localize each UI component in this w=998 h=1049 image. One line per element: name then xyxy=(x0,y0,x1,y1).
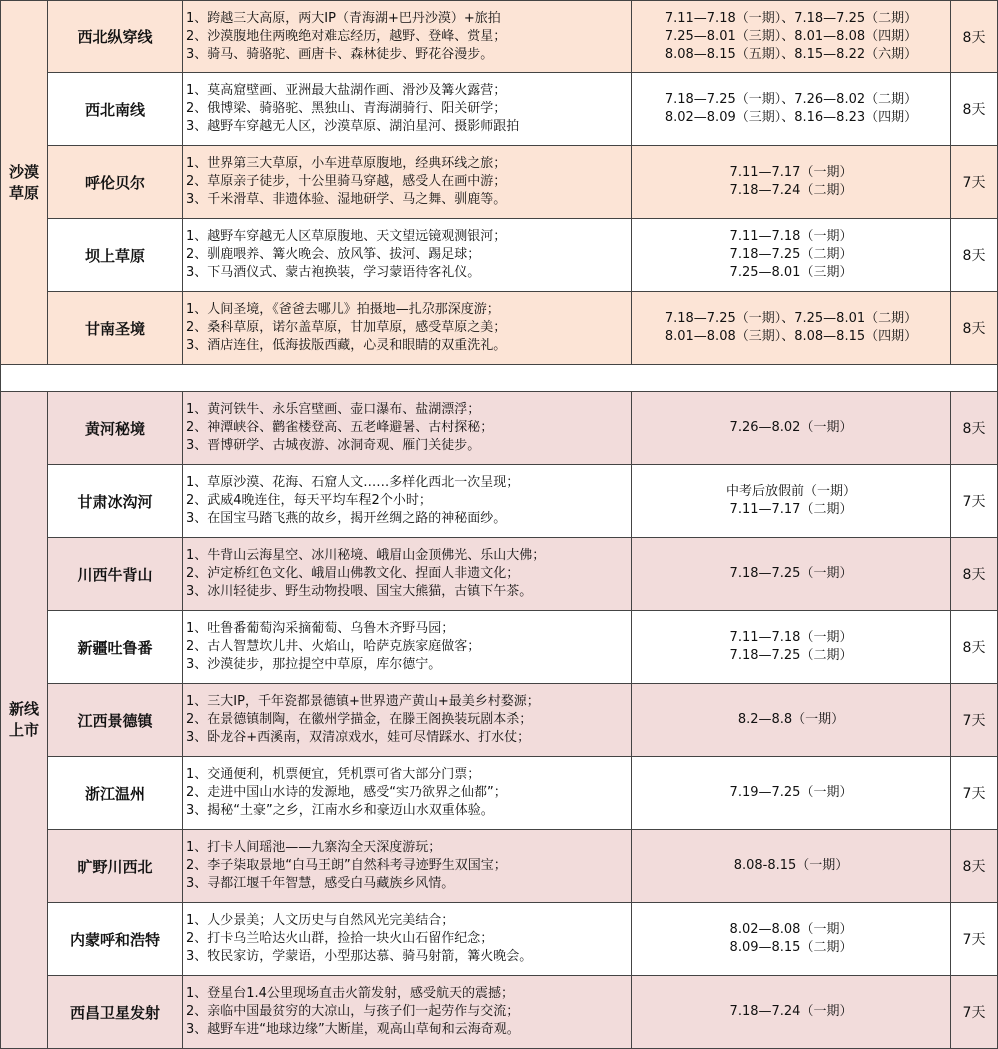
highlight-line: 3、冰川轻徒步、野生动物投喂、国宝大熊猫，古镇下午茶。 xyxy=(186,584,533,599)
route-name: 内蒙呼和浩特 xyxy=(48,903,183,976)
route-name: 西昌卫星发射 xyxy=(48,976,183,1049)
route-dates xyxy=(632,903,951,976)
highlight-line: 3、晋博研学、古城夜游、冰洞奇观、雁门关徒步。 xyxy=(186,438,481,453)
date-line: 8.01—8.08（三期）、8.08—8.15（四期） xyxy=(664,329,918,344)
highlight-line: 1、黄河铁牛、永乐宫壁画、壶口瀑布、盐湖漂浮； xyxy=(186,402,481,417)
highlight-line: 1、人少景美；人文历史与自然风光完美结合； xyxy=(186,913,455,928)
section-divider xyxy=(0,365,998,392)
date-line: 8.02—8.08（一期） xyxy=(729,922,853,937)
date-line: 8.2—8.8（一期） xyxy=(737,712,845,727)
date-line: 7.11—7.18（一期）、7.18—7.25（二期） xyxy=(664,10,918,26)
date-line: 7.11—7.17（二期） xyxy=(729,502,853,517)
highlight-line: 3、越野车穿越无人区，沙漠草原、湖泊星河、摄影师跟拍 xyxy=(186,119,520,134)
highlight-line: 1、世界第三大草原，小车进草原腹地，经典环线之旅； xyxy=(186,156,507,171)
highlight-line: 2、武威4晚连住，每天平均车程2个小时； xyxy=(186,493,432,508)
table-row xyxy=(0,830,998,903)
date-line: 7.11—7.17（一期） xyxy=(729,165,853,180)
route-dates xyxy=(632,219,951,292)
route-name: 川西牛背山 xyxy=(48,538,183,611)
table-row xyxy=(0,0,998,73)
table-row xyxy=(0,976,998,1049)
date-line: 中考后放假前（一期） xyxy=(725,484,856,499)
route-duration: 7天 xyxy=(951,903,998,976)
table-row xyxy=(0,538,998,611)
highlight-line: 2、走进中国山水诗的发源地，感受“实乃欲界之仙都”； xyxy=(186,785,507,800)
highlight-line: 2、在景德镇制陶，在徽州学描金，在滕王阁换装玩剧本杀； xyxy=(186,712,533,727)
route-dates xyxy=(632,73,951,146)
route-name: 甘肃冰沟河 xyxy=(48,465,183,538)
highlight-line: 2、打卡乌兰哈达火山群，捡拾一块火山石留作纪念； xyxy=(186,931,494,946)
highlight-line: 1、吐鲁番葡萄沟采摘葡萄、乌鲁木齐野马园； xyxy=(186,621,455,636)
highlight-line: 3、酒店连住，低海拔版西藏，心灵和眼睛的双重洗礼。 xyxy=(186,338,507,353)
date-line: 7.18—7.25（二期） xyxy=(729,648,853,663)
route-dates xyxy=(632,392,951,465)
date-line: 8.08—8.15（五期）、8.15—8.22（六期） xyxy=(664,46,918,62)
highlight-line: 2、古人智慧坎儿井、火焰山，哈萨克族家庭做客； xyxy=(186,639,481,654)
route-dates xyxy=(632,830,951,903)
route-name: 西北南线 xyxy=(48,73,183,146)
route-highlights xyxy=(183,757,632,830)
table-row xyxy=(0,292,998,365)
date-line: 8.09—8.15（二期） xyxy=(729,940,853,955)
route-dates xyxy=(632,757,951,830)
table-row xyxy=(0,392,998,465)
route-name: 坝上草原 xyxy=(48,219,183,292)
highlight-line: 2、沙漠腹地住两晚绝对难忘经历，越野、登峰、赏星； xyxy=(186,28,507,44)
highlight-line: 1、莫高窟壁画、亚洲最大盐湖作画、滑沙及篝火露营； xyxy=(186,83,507,98)
route-dates xyxy=(632,976,951,1049)
highlight-line: 3、沙漠徒步，那拉提空中草原，库尔德宁。 xyxy=(186,657,442,672)
table-row xyxy=(0,73,998,146)
highlight-line: 2、俄博梁、骑骆驼、黑独山、青海湖骑行、阳关研学； xyxy=(186,101,507,116)
route-duration: 7天 xyxy=(951,757,998,830)
table-row xyxy=(0,611,998,684)
table-row xyxy=(0,903,998,976)
route-duration: 8天 xyxy=(951,830,998,903)
route-name: 新疆吐鲁番 xyxy=(48,611,183,684)
route-name: 浙江温州 xyxy=(48,757,183,830)
category-text: 沙漠 草原 xyxy=(8,162,39,202)
date-line: 7.18—7.24（一期） xyxy=(729,1004,853,1019)
route-duration: 8天 xyxy=(951,73,998,146)
highlight-line: 1、登星台1.4公里现场直击火箭发射，感受航天的震撼； xyxy=(186,986,514,1001)
date-line: 7.19—7.25（一期） xyxy=(729,785,853,800)
table-row xyxy=(0,146,998,219)
highlight-line: 3、在国宝马踏飞燕的故乡，揭开丝绸之路的神秘面纱。 xyxy=(186,511,507,526)
route-highlights xyxy=(183,292,632,365)
date-line: 7.18—7.24（二期） xyxy=(729,183,853,198)
category-text: 新线 上市 xyxy=(8,700,39,739)
route-name: 江西景德镇 xyxy=(48,684,183,757)
date-line: 7.11—7.18（一期） xyxy=(729,630,853,645)
date-line: 7.18—7.25（一期） xyxy=(729,566,853,581)
route-dates xyxy=(632,465,951,538)
highlight-line: 1、跨越三大高原，两大IP（青海湖+巴丹沙漠）+旅拍 xyxy=(186,10,501,26)
date-line: 7.18—7.25（一期）、7.26—8.02（二期） xyxy=(664,92,918,107)
route-dates xyxy=(632,1,951,73)
highlight-line: 2、亲临中国最贫穷的大凉山，与孩子们一起劳作与交流； xyxy=(186,1004,520,1019)
highlight-line: 3、越野车进“地球边缘”大断崖，观高山草甸和云海奇观。 xyxy=(186,1022,520,1037)
highlight-line: 3、千米滑草、非遗体验、湿地研学、马之舞、驯鹿等。 xyxy=(186,192,507,207)
date-line: 7.18—7.25（二期） xyxy=(729,247,853,262)
route-dates xyxy=(632,146,951,219)
highlight-line: 2、草原亲子徒步，十公里骑马穿越，感受人在画中游； xyxy=(186,174,507,189)
highlight-line: 2、泸定桥红色文化、峨眉山佛教文化、捏面人非遗文化； xyxy=(186,566,520,581)
route-dates xyxy=(632,684,951,757)
date-line: 7.25—8.01（三期） xyxy=(729,265,853,280)
route-highlights xyxy=(183,146,632,219)
route-name: 黄河秘境 xyxy=(48,392,183,465)
route-highlights xyxy=(183,1,632,73)
route-name: 甘南圣境 xyxy=(48,292,183,365)
route-highlights xyxy=(183,73,632,146)
route-highlights xyxy=(183,392,632,465)
category-label xyxy=(0,0,48,365)
route-dates xyxy=(632,538,951,611)
highlight-line: 3、下马酒仪式、蒙古袍换装，学习蒙语待客礼仪。 xyxy=(186,265,481,280)
table-row xyxy=(0,219,998,292)
highlight-line: 1、交通便利，机票便宜，凭机票可省大部分门票； xyxy=(186,767,481,782)
date-line: 7.18—7.25（一期）、7.25—8.01（二期） xyxy=(664,311,918,326)
highlight-line: 1、牛背山云海星空、冰川秘境、峨眉山金顶佛光、乐山大佛； xyxy=(186,548,546,563)
highlight-line: 1、人间圣境，《爸爸去哪儿》拍摄地—扎尕那深度游； xyxy=(186,302,500,317)
route-dates xyxy=(632,292,951,365)
route-highlights xyxy=(183,611,632,684)
highlight-line: 1、越野车穿越无人区草原腹地、天文望远镜观测银河； xyxy=(186,229,507,244)
highlight-line: 2、桑科草原，诺尔盖草原，甘加草原，感受草原之美； xyxy=(186,320,507,335)
date-line: 8.02—8.09（三期）、8.16—8.23（四期） xyxy=(664,110,918,125)
route-duration: 7天 xyxy=(951,146,998,219)
highlight-line: 2、神潭峡谷、鹳雀楼登高、五老峰避暑、古村探秘； xyxy=(186,420,494,435)
route-highlights xyxy=(183,219,632,292)
highlight-line: 3、卧龙谷+西溪南，双清凉戏水，娃可尽情踩水、打水仗； xyxy=(186,730,531,745)
highlight-line: 3、牧民家访，学蒙语，小型那达慕、骑马射箭，篝火晚会。 xyxy=(186,949,533,964)
route-duration: 8天 xyxy=(951,392,998,465)
route-duration: 7天 xyxy=(951,684,998,757)
route-dates xyxy=(632,611,951,684)
table-row xyxy=(0,757,998,830)
date-line: 7.26—8.02（一期） xyxy=(729,420,853,435)
category-label xyxy=(0,392,48,1049)
highlight-line: 2、驯鹿喂养、篝火晚会、放风筝、拔河、踢足球； xyxy=(186,247,481,262)
highlight-line: 3、骑马、骑骆驼、画唐卡、森林徒步、野花谷漫步。 xyxy=(186,46,494,62)
route-highlights xyxy=(183,830,632,903)
route-duration: 8天 xyxy=(951,292,998,365)
highlight-line: 2、李子柒取景地“白马王朗”自然科考寻迹野生双国宝； xyxy=(186,858,507,873)
route-duration: 7天 xyxy=(951,976,998,1049)
date-line: 7.11—7.18（一期） xyxy=(729,229,853,244)
table-row xyxy=(0,465,998,538)
route-name: 呼伦贝尔 xyxy=(48,146,183,219)
highlight-line: 1、草原沙漠、花海、石窟人文……多样化西北一次呈现； xyxy=(186,475,520,490)
route-duration: 7天 xyxy=(951,465,998,538)
route-name: 西北纵穿线 xyxy=(48,1,183,73)
date-line: 8.08-8.15（一期） xyxy=(733,858,849,873)
highlight-line: 3、揭秘“土豪”之乡，江南水乡和豪迈山水双重体验。 xyxy=(186,803,494,818)
route-highlights xyxy=(183,903,632,976)
table-row xyxy=(0,684,998,757)
route-highlights xyxy=(183,538,632,611)
route-name: 旷野川西北 xyxy=(48,830,183,903)
route-highlights xyxy=(183,465,632,538)
route-duration: 8天 xyxy=(951,1,998,73)
highlight-line: 3、寻都江堰千年智慧，感受白马藏族乡风情。 xyxy=(186,876,455,891)
route-duration: 8天 xyxy=(951,219,998,292)
route-duration: 8天 xyxy=(951,611,998,684)
date-line: 7.25—8.01（三期）、8.01—8.08（四期） xyxy=(664,28,918,44)
route-highlights xyxy=(183,976,632,1049)
highlight-line: 1、三大IP，千年瓷都景德镇+世界遗产黄山+最美乡村婺源； xyxy=(186,694,540,709)
route-highlights xyxy=(183,684,632,757)
route-duration: 8天 xyxy=(951,538,998,611)
highlight-line: 1、打卡人间瑶池——九寨沟全天深度游玩； xyxy=(186,840,442,855)
